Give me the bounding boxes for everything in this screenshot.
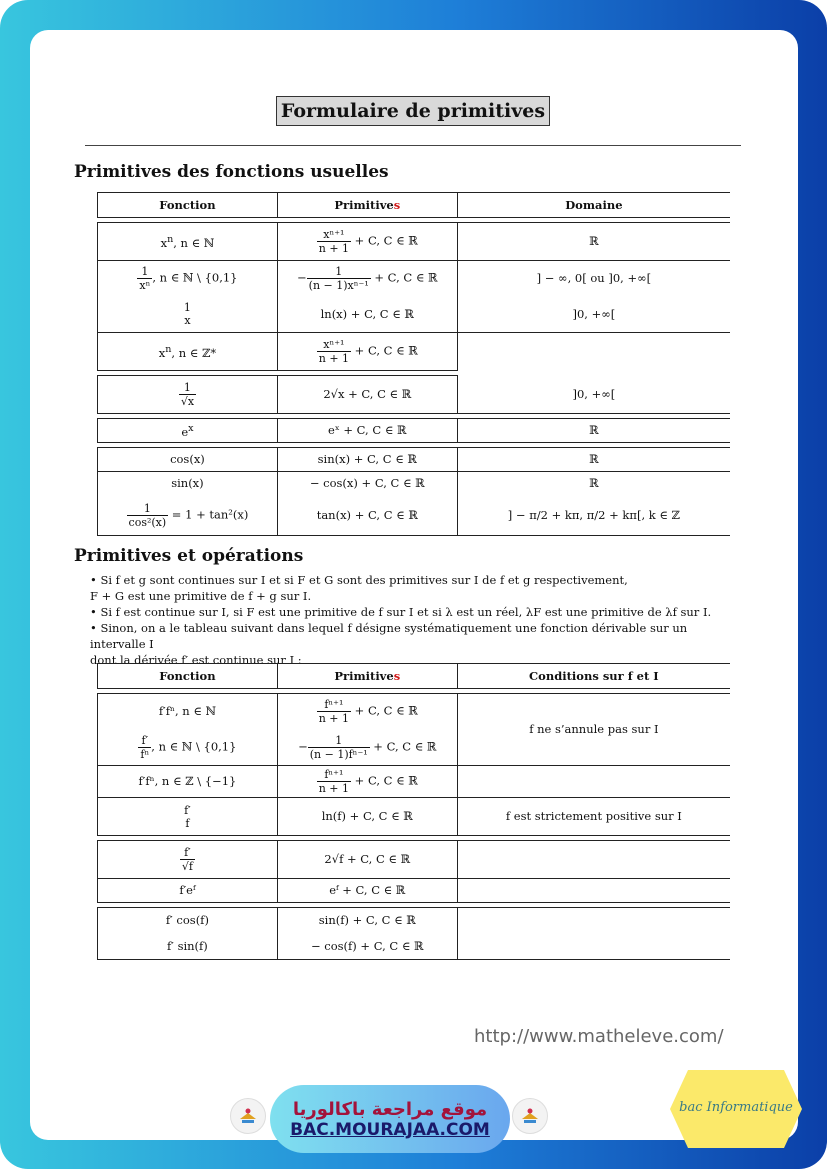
table-row [98,333,731,371]
domain-cell: ] − π/2 + kπ, π/2 + kπ[, k ∈ ℤ [457,496,730,536]
table-row [98,908,731,934]
primitive-cell: sin(f) + C, C ∈ ℝ [277,908,457,934]
domain-cell: ℝ [457,448,730,472]
primitive-cell: − $\frac{1}{\text{(n − 1)xⁿ⁻¹}}$ + C, C ∈ ℝ [277,261,457,297]
domain-cell: ℝ [457,223,730,261]
primitive-cell: sin(x) + C, C ∈ ℝ [277,448,457,472]
primitive-cell: $\frac{\text{xⁿ⁺¹}}{n + 1}$ + C, C ∈ ℝ [277,333,457,371]
table-row [98,472,731,496]
table-row [98,297,731,333]
condition-cell: f est strictement positive sur I [457,798,730,836]
table-row [98,448,731,472]
primitive-cell: tan(x) + C, C ∈ ℝ [277,496,457,536]
table-row [98,879,731,903]
table-row [98,496,731,536]
section-heading-operations: Primitives et opérations [74,546,304,566]
function-cell: f′eᶠ [98,879,278,903]
table-row [98,841,731,879]
table-header-row [98,664,731,689]
primitive-cell: eᶠ + C, C ∈ ℝ [277,879,457,903]
primitive-cell: 2√x + C, C ∈ ℝ [277,376,457,414]
table-header-row [98,193,731,218]
operations-notes [90,572,740,668]
bac-informatique-badge [668,1066,804,1152]
header-conditions: Conditions sur f et I [457,664,730,689]
condition-cell [457,879,730,903]
header-primitive: Primitives [277,193,457,218]
usual-primitives-table [97,192,730,536]
primitive-cell: − $\frac{1}{\text{(n − 1)fⁿ⁻¹}}$ + C, C ∈ ℝ [277,730,457,766]
primitive-cell: eˣ + C, C ∈ ℝ [277,419,457,443]
note-line: dont la dérivée f′ est continue sur I : [90,653,302,667]
note-line: • Sinon, on a le tableau suivant dans lequel f désigne systématiquement une fonction dérivable sur un intervalle I [90,621,688,651]
site-arabic-name: موقع مراجعة باكالوريا [292,1098,488,1120]
function-cell: f′ sin(f) [98,934,278,960]
page-title: Formulaire de primitives [276,96,550,126]
function-cell: $x^n$, n ∈ ℕ [98,223,278,261]
function-cell: $x^n$, n ∈ ℤ* [98,333,278,371]
domain-cell: ]0, +∞[ [457,297,730,333]
function-cell: $\frac{1}{√x}$ [98,376,278,414]
function-cell: f′ f [98,798,278,836]
header-primitive: Primitives [277,664,457,689]
primitive-cell: $\frac{\text{xⁿ⁺¹}}{n + 1}$ + C, C ∈ ℝ [277,223,457,261]
section-heading-usual: Primitives des fonctions usuelles [74,162,389,182]
primitive-cell: ln(x) + C, C ∈ ℝ [277,297,457,333]
table-row [98,223,731,261]
domain-cell [457,333,730,371]
function-cell: 1 x [98,297,278,333]
function-cell: $\frac{f'}{\text{fⁿ}}$ , n ∈ ℕ \ {0,1} [98,730,278,766]
table-row [98,376,731,414]
source-url[interactable]: http://www.matheleve.com/ [474,1026,724,1047]
table-row [98,694,731,730]
domain-cell: ] − ∞, 0[ ou ]0, +∞[ [457,261,730,297]
condition-cell [457,841,730,879]
note-line: • Si f est continue sur I, si F est une primitive de f sur I et si λ est un réel, λF est une primitive de λf sur I. [90,605,712,619]
site-logo-icon [230,1098,266,1134]
function-cell: $e^x$ [98,419,278,443]
condition-cell [457,908,730,960]
function-cell: f′fⁿ, n ∈ ℕ [98,694,278,730]
function-cell: $\frac{f'}{√f}$ [98,841,278,879]
function-cell: $\frac{1}{\text{xⁿ}}$ , n ∈ ℕ \ {0,1} [98,261,278,297]
function-cell: f′ cos(f) [98,908,278,934]
primitive-cell: $\frac{\text{fⁿ⁺¹}}{n + 1}$ + C, C ∈ ℝ [277,766,457,798]
header-function: Fonction [98,664,278,689]
domain-cell: ℝ [457,419,730,443]
operations-primitives-table [97,663,730,960]
header-domain: Domaine [457,193,730,218]
domain-cell: ]0, +∞[ [457,376,730,414]
title-divider [85,145,741,146]
document-sheet [30,30,798,1140]
function-cell: f′fⁿ, n ∈ ℤ \ {−1} [98,766,278,798]
table-row [98,261,731,297]
site-logo-icon [512,1098,548,1134]
primitive-cell: 2√f + C, C ∈ ℝ [277,841,457,879]
table-row [98,798,731,836]
table-row [98,766,731,798]
primitive-cell: $\frac{\text{fⁿ⁺¹}}{n + 1}$ + C, C ∈ ℝ [277,694,457,730]
site-banner[interactable] [270,1085,510,1153]
domain-cell: ℝ [457,472,730,496]
header-function: Fonction [98,193,278,218]
table-row [98,419,731,443]
primitive-cell: − cos(x) + C, C ∈ ℝ [277,472,457,496]
site-link[interactable]: BAC.MOURAJAA.COM [290,1119,490,1140]
function-cell: $\frac{1}{\text{cos²(x)}}$ = 1 + tan²(x) [98,496,278,536]
primitive-cell: ln(f) + C, C ∈ ℝ [277,798,457,836]
note-line: • Si f et g sont continues sur I et si F et G sont des primitives sur I de f et g respectivement, [90,573,628,587]
primitive-cell: − cos(f) + C, C ∈ ℝ [277,934,457,960]
function-cell: cos(x) [98,448,278,472]
function-cell: sin(x) [98,472,278,496]
condition-cell [457,766,730,798]
badge-label: bac Informatique [679,1100,793,1115]
note-line: F + G est une primitive de f + g sur I. [90,589,312,603]
condition-cell: f ne s’annule pas sur I [457,694,730,766]
